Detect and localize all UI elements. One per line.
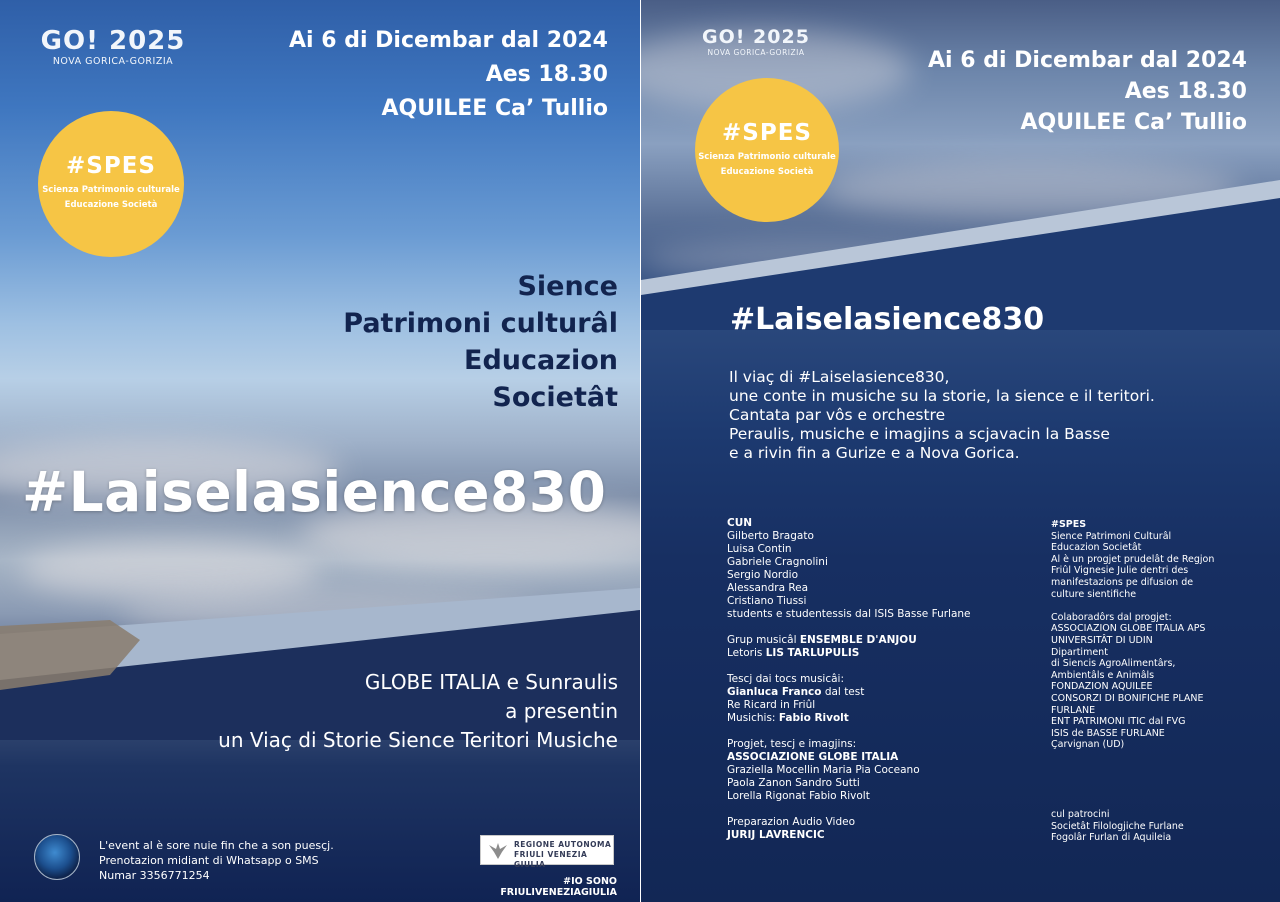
colaborador-line: ISIS de BASSE FURLANE bbox=[1051, 727, 1165, 739]
progjet-people: Paola Zanon Sandro Sutti bbox=[727, 777, 860, 789]
colaboradors-heading: Colaboradôrs dal progjet: bbox=[1051, 611, 1172, 623]
cun-person: Cristiano Tiussi bbox=[727, 595, 807, 607]
go2025-logo bbox=[38, 26, 188, 67]
description bbox=[729, 368, 1155, 463]
right-poster bbox=[641, 0, 1280, 902]
tescj-author: Gianluca Franco dal test bbox=[727, 686, 865, 698]
credits-right bbox=[1051, 519, 1214, 751]
spes-info-line: culture sientifiche bbox=[1051, 588, 1137, 600]
regione-fvg-logo bbox=[480, 835, 614, 869]
patrocini-line: Fogolâr Furlan di Aquileia bbox=[1051, 832, 1172, 844]
topic-item: Sience bbox=[517, 271, 618, 302]
progjet-people: Graziella Mocellin Maria Pia Coceano bbox=[727, 764, 920, 776]
audio-label: Preparazion Audio Video bbox=[727, 816, 855, 828]
event-venue: AQUILEE Ca’ Tullio bbox=[1020, 110, 1247, 135]
spes-line2: Educazione Società bbox=[720, 167, 814, 177]
booking-line: L'event al è sore nuie fin che a son puesçj. bbox=[99, 839, 334, 852]
description-line: e a rivin fin a Gurize e a Nova Gorica. bbox=[729, 444, 1020, 462]
colaborador-line: CONSORZI DI BONIFICHE PLANE bbox=[1051, 692, 1204, 704]
regione-line1: REGIONE AUTONOMA bbox=[514, 840, 612, 849]
spes-tag: #SPES bbox=[66, 153, 156, 179]
spes-badge bbox=[38, 111, 184, 257]
event-time: Aes 18.30 bbox=[1124, 79, 1247, 104]
hashtag-title: #Laiselasience830 bbox=[730, 302, 1045, 337]
presenter-line: un Viaç di Storie Sience Teritori Musiche bbox=[218, 728, 618, 752]
go2025-logo bbox=[701, 26, 811, 57]
presenters bbox=[218, 668, 618, 755]
description-line: Il viaç di #Laiselasience830, bbox=[729, 368, 950, 386]
spes-line1: Scienza Patrimonio culturale bbox=[42, 185, 180, 195]
go2025-mark: GO! 2025 bbox=[40, 26, 186, 56]
go2025-mark: GO! 2025 bbox=[702, 26, 810, 48]
spes-tag: #SPES bbox=[722, 120, 812, 146]
credits-left bbox=[727, 517, 971, 842]
colaborador-line: ASSOCIAZION GLOBE ITALIA APS bbox=[1051, 623, 1206, 635]
io-sono-fvg: #IO SONO FRIULIVENEZIAGIULIA bbox=[500, 876, 617, 898]
presenter-line: GLOBE ITALIA e Sunraulis bbox=[364, 670, 618, 694]
tescj-heading: Tescj dai tocs musicâi: bbox=[727, 673, 844, 685]
regione-text bbox=[514, 840, 613, 870]
audio-name: JURIJ LAVRENCIC bbox=[727, 829, 825, 841]
spes-badge bbox=[695, 78, 839, 222]
booking-note bbox=[99, 838, 334, 883]
spes-line2: Educazione Società bbox=[64, 200, 158, 210]
tescj-work: Re Ricard in Friûl bbox=[727, 699, 816, 711]
event-venue: AQUILEE Ca’ Tullio bbox=[381, 96, 608, 121]
topics-list bbox=[343, 268, 618, 416]
cun-heading: CUN bbox=[727, 517, 753, 529]
booking-line: Prenotazion midiant di Whatsapp o SMS bbox=[99, 854, 319, 867]
topic-item: Patrimoni culturâl bbox=[343, 308, 618, 339]
cun-students: students e studentessis dal ISIS Basse Furlane bbox=[727, 608, 971, 620]
booking-phone: Numar 3356771254 bbox=[99, 869, 210, 882]
colaborador-line: FONDAZION AQUILEE bbox=[1051, 681, 1153, 693]
go2025-city: NOVA GORICA-GORIZIA bbox=[707, 48, 805, 57]
hashtag-title: #Laiselasience830 bbox=[22, 460, 607, 524]
event-date: Ai 6 di Dicembar dal 2024 bbox=[289, 28, 608, 53]
spes-info-line: Sience Patrimoni Culturâl bbox=[1051, 530, 1172, 542]
colaborador-line: Dipartiment bbox=[1051, 646, 1108, 658]
cun-person: Gilberto Bragato bbox=[727, 530, 814, 542]
colaborador-line: ENT PATRIMONI ITIC dal FVG bbox=[1051, 716, 1186, 728]
spes-line1: Scienza Patrimonio culturale bbox=[698, 152, 836, 162]
topic-item: Societât bbox=[492, 382, 618, 413]
description-line: Cantata par vôs e orchestre bbox=[729, 406, 946, 424]
progjet-heading: Progjet, tescj e imagjins: bbox=[727, 738, 857, 750]
colaborador-line: FURLANE bbox=[1051, 704, 1096, 716]
eagle-icon bbox=[487, 839, 509, 861]
progjet-people: Lorella Rigonat Fabio Rivolt bbox=[727, 790, 870, 802]
spes-info-line: Friûl Vignesie Julie dentri des bbox=[1051, 565, 1189, 577]
patrocini-heading: cul patrocini bbox=[1051, 809, 1110, 820]
description-line: une conte in musiche su la storie, la sience e il teritori. bbox=[729, 387, 1155, 405]
spes-info-line: #SPES bbox=[1051, 519, 1087, 530]
colaborador-line: Çarvignan (UD) bbox=[1051, 739, 1125, 751]
cun-person: Luisa Contin bbox=[727, 543, 792, 555]
cun-person: Gabriele Cragnolini bbox=[727, 556, 828, 568]
patrocini bbox=[1051, 809, 1184, 844]
regione-line2: FRIULI VENEZIA GIULIA bbox=[514, 850, 588, 869]
grup-line: Grup musicâl ENSEMBLE D'ANJOU bbox=[727, 634, 917, 646]
letoris-line: Letoris LIS TARLUPULIS bbox=[727, 647, 860, 659]
colaborador-line: di Siencis AgroAlimentârs, bbox=[1051, 658, 1176, 670]
description-line: Peraulis, musiche e imagjins a scjavacin la Basse bbox=[729, 425, 1110, 443]
event-time: Aes 18.30 bbox=[485, 62, 608, 87]
go2025-city: NOVA GORICA-GORIZIA bbox=[52, 56, 174, 67]
globe-badge-icon bbox=[34, 834, 80, 880]
spes-info-line: Al è un progjet prudelât de Regjon bbox=[1051, 553, 1215, 565]
colaborador-line: Ambientâls e Animâls bbox=[1051, 669, 1155, 681]
spes-info-line: manifestazions pe difusion de bbox=[1051, 576, 1194, 588]
event-info bbox=[928, 45, 1247, 138]
patrocini-line: Societât Filologjiche Furlane bbox=[1051, 820, 1184, 832]
musichis-line: Musichis: Fabio Rivolt bbox=[727, 712, 849, 724]
presenter-line: a presentin bbox=[505, 699, 618, 723]
spes-info-line: Educazion Societât bbox=[1051, 542, 1142, 554]
cun-person: Sergio Nordio bbox=[727, 569, 799, 581]
cun-person: Alessandra Rea bbox=[727, 582, 809, 594]
colaborador-line: UNIVERSITÂT DI UDIN bbox=[1051, 634, 1153, 646]
event-date: Ai 6 di Dicembar dal 2024 bbox=[928, 48, 1247, 73]
topic-item: Educazion bbox=[464, 345, 618, 376]
event-info bbox=[289, 24, 608, 126]
progjet-org: ASSOCIAZIONE GLOBE ITALIA bbox=[727, 751, 899, 763]
